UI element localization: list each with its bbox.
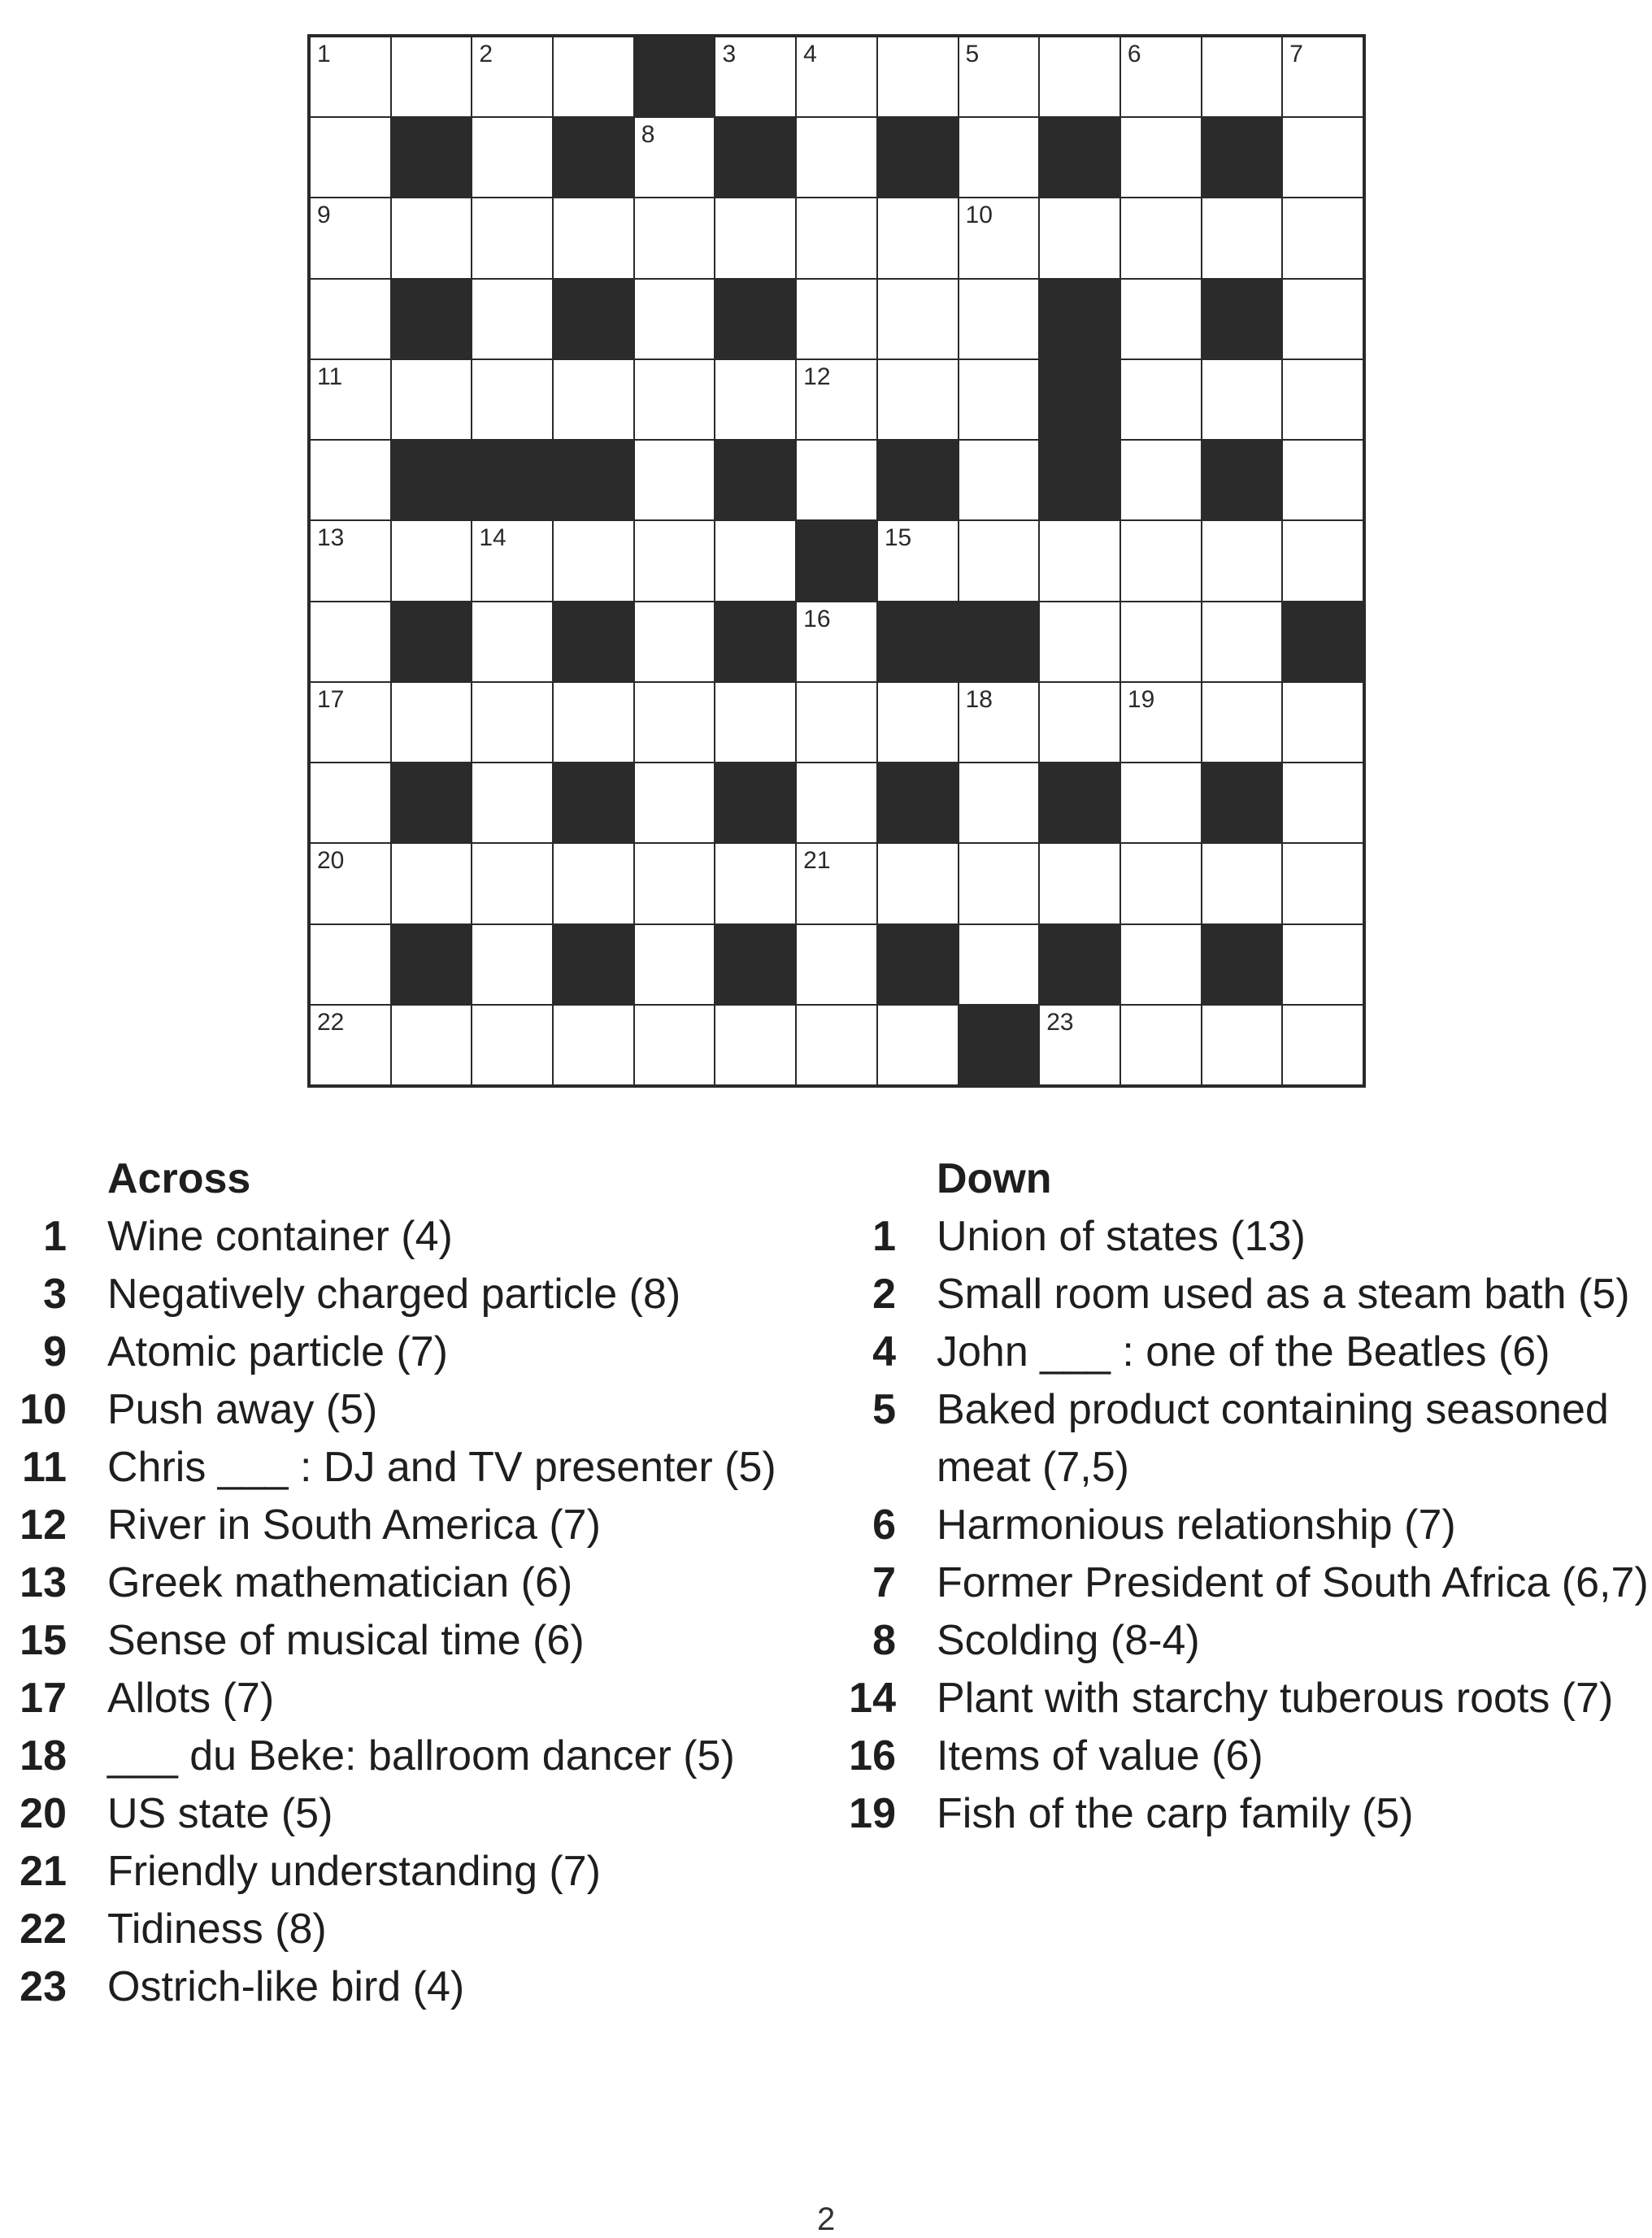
across-clue <box>8 1323 813 1381</box>
across-clue <box>8 1266 813 1323</box>
grid-cell[interactable] <box>392 37 472 116</box>
grid-cell[interactable] <box>1202 521 1282 600</box>
black-square <box>878 602 958 681</box>
grid-cell[interactable] <box>472 37 552 116</box>
black-square <box>392 602 472 681</box>
grid-cell[interactable] <box>1283 925 1363 1004</box>
clue-text: Push away (5) <box>107 1386 378 1433</box>
grid-cell[interactable] <box>797 280 876 359</box>
across-clue <box>8 1958 813 2016</box>
clue-number: 12 <box>20 1501 67 1549</box>
grid-cell[interactable] <box>635 198 715 277</box>
cell-number: 8 <box>641 121 655 149</box>
down-heading: Down <box>937 1155 1052 1202</box>
grid-cell[interactable] <box>1121 1006 1201 1084</box>
down-clue <box>837 1554 1650 1612</box>
black-square <box>1040 118 1119 197</box>
page-number: 2 <box>817 2201 836 2237</box>
clue-number: 20 <box>20 1790 67 1837</box>
grid-cell[interactable] <box>554 37 633 116</box>
across-clue <box>8 1381 813 1439</box>
grid-cell[interactable] <box>311 441 390 519</box>
clue-number: 1 <box>872 1213 896 1260</box>
cell-number: 20 <box>317 847 345 875</box>
grid-cell[interactable] <box>1283 1006 1363 1084</box>
black-square <box>392 763 472 842</box>
grid-cell[interactable] <box>392 1006 472 1084</box>
grid-cell[interactable] <box>1283 521 1363 600</box>
down-clue <box>837 1670 1650 1727</box>
grid-cell[interactable] <box>392 360 472 439</box>
grid-cell[interactable] <box>472 763 552 842</box>
clue-text: Atomic particle (7) <box>107 1328 448 1375</box>
clue-text: Tidiness (8) <box>107 1906 327 1953</box>
clue-number: 1 <box>43 1213 67 1260</box>
clue-number: 14 <box>849 1675 896 1722</box>
cell-number: 6 <box>1127 41 1141 67</box>
clue-text: US state (5) <box>107 1790 333 1837</box>
grid-cell[interactable] <box>635 521 715 600</box>
clue-number: 13 <box>20 1559 67 1606</box>
grid-cell[interactable] <box>1283 360 1363 439</box>
grid-cell[interactable] <box>1283 280 1363 359</box>
grid-cell[interactable] <box>715 360 795 439</box>
grid-cell[interactable] <box>554 360 633 439</box>
grid-cell[interactable] <box>1121 37 1201 116</box>
grid-cell[interactable] <box>797 844 876 923</box>
grid-cell[interactable] <box>959 198 1039 277</box>
across-clue <box>8 1208 813 1266</box>
clue-text: Chris ___ : DJ and TV presenter (5) <box>107 1444 776 1491</box>
grid-cell[interactable] <box>311 683 390 762</box>
grid-cell[interactable] <box>635 844 715 923</box>
clue-text: Sense of musical time (6) <box>107 1617 585 1664</box>
grid-cell[interactable] <box>1121 521 1201 600</box>
grid-cell[interactable] <box>635 602 715 681</box>
black-square <box>472 441 552 519</box>
cell-number: 7 <box>1289 41 1303 67</box>
black-square <box>1202 925 1282 1004</box>
cell-number: 16 <box>803 605 831 632</box>
black-square <box>1040 360 1119 439</box>
grid-cell[interactable] <box>1283 441 1363 519</box>
grid-cell[interactable] <box>472 844 552 923</box>
black-square <box>797 521 876 600</box>
black-square <box>554 441 633 519</box>
black-square <box>554 763 633 842</box>
across-clue <box>8 1843 813 1901</box>
grid-cell[interactable] <box>1202 844 1282 923</box>
black-square <box>715 602 795 681</box>
clue-number: 21 <box>20 1848 67 1895</box>
grid-cell[interactable] <box>715 844 795 923</box>
grid-cell[interactable] <box>797 118 876 197</box>
clue-number: 18 <box>20 1732 67 1780</box>
cell-number: 19 <box>1127 685 1155 713</box>
grid-cell[interactable] <box>1283 37 1363 116</box>
clue-text: Greek mathematician (6) <box>107 1559 573 1606</box>
black-square <box>715 763 795 842</box>
grid-cell[interactable] <box>1283 763 1363 842</box>
cell-number: 4 <box>803 41 817 67</box>
grid-cell[interactable] <box>1121 198 1201 277</box>
grid-cell[interactable] <box>1121 441 1201 519</box>
clue-number: 4 <box>872 1328 896 1375</box>
grid-cell[interactable] <box>1040 37 1119 116</box>
grid-cell[interactable] <box>1040 521 1119 600</box>
black-square <box>1202 763 1282 842</box>
clue-text: Items of value (6) <box>937 1732 1263 1780</box>
black-square <box>392 118 472 197</box>
black-square <box>1283 602 1363 681</box>
across-clue <box>8 1901 813 1958</box>
grid-cell[interactable] <box>472 1006 552 1084</box>
down-clue <box>837 1497 1650 1554</box>
grid-cell[interactable] <box>959 280 1039 359</box>
cell-number: 12 <box>803 363 831 390</box>
grid-cell[interactable] <box>392 844 472 923</box>
grid-cell[interactable] <box>878 37 958 116</box>
grid-cell[interactable] <box>878 683 958 762</box>
clue-text: River in South America (7) <box>107 1501 601 1549</box>
grid-cell[interactable] <box>878 844 958 923</box>
grid-cell[interactable] <box>635 925 715 1004</box>
grid-cell[interactable] <box>472 925 552 1004</box>
grid-cell[interactable] <box>635 118 715 197</box>
cell-number: 9 <box>317 202 331 229</box>
grid-cell[interactable] <box>554 1006 633 1084</box>
clue-number: 7 <box>872 1559 896 1606</box>
down-clue <box>837 1612 1650 1670</box>
grid-cell[interactable] <box>1121 280 1201 359</box>
down-clue <box>837 1208 1650 1266</box>
grid-cell[interactable] <box>878 1006 958 1084</box>
black-square <box>554 280 633 359</box>
clue-text: Baked product containing seasoned meat (7,5) <box>937 1386 1609 1491</box>
black-square <box>1040 280 1119 359</box>
black-square <box>959 602 1039 681</box>
grid-cell[interactable] <box>1202 37 1282 116</box>
black-square <box>554 118 633 197</box>
grid-cell[interactable] <box>959 521 1039 600</box>
clue-number: 3 <box>43 1271 67 1318</box>
black-square <box>1202 441 1282 519</box>
black-square <box>635 37 715 116</box>
clue-text: John ___ : one of the Beatles (6) <box>937 1328 1550 1375</box>
across-clue-list <box>8 1208 813 2016</box>
black-square <box>1040 925 1119 1004</box>
black-square <box>554 602 633 681</box>
cell-number: 3 <box>722 41 737 67</box>
clue-text: Fish of the carp family (5) <box>937 1790 1414 1837</box>
grid-cell[interactable] <box>715 683 795 762</box>
down-clue <box>837 1727 1650 1785</box>
grid-cell[interactable] <box>878 521 958 600</box>
grid-cell[interactable] <box>1040 602 1119 681</box>
black-square <box>959 1006 1039 1084</box>
grid-cell[interactable] <box>715 1006 795 1084</box>
grid-cell[interactable] <box>472 280 552 359</box>
clue-number: 16 <box>849 1732 896 1780</box>
grid-cell[interactable] <box>554 198 633 277</box>
grid-cell[interactable] <box>959 118 1039 197</box>
grid-cell[interactable] <box>1121 683 1201 762</box>
black-square <box>878 441 958 519</box>
grid-cell[interactable] <box>635 1006 715 1084</box>
grid-cell[interactable] <box>311 360 390 439</box>
grid-cell[interactable] <box>392 198 472 277</box>
grid-cell[interactable] <box>392 683 472 762</box>
grid-cell[interactable] <box>311 521 390 600</box>
black-square <box>878 925 958 1004</box>
clue-number: 15 <box>20 1617 67 1664</box>
clue-text: Harmonious relationship (7) <box>937 1501 1456 1549</box>
grid-cell[interactable] <box>715 198 795 277</box>
grid-cell[interactable] <box>797 441 876 519</box>
cell-number: 2 <box>479 41 493 67</box>
clue-number: 5 <box>872 1386 896 1433</box>
grid-cell[interactable] <box>472 360 552 439</box>
grid-cell[interactable] <box>472 602 552 681</box>
black-square <box>1202 280 1282 359</box>
cell-number: 11 <box>317 363 343 390</box>
grid-cell[interactable] <box>797 602 876 681</box>
grid-cell[interactable] <box>635 360 715 439</box>
grid-cell[interactable] <box>1121 925 1201 1004</box>
across-clue <box>8 1497 813 1554</box>
clue-text: Negatively charged particle (8) <box>107 1271 681 1318</box>
clue-number: 22 <box>20 1906 67 1953</box>
grid-cell[interactable] <box>635 441 715 519</box>
cell-number: 18 <box>965 685 993 713</box>
grid-cell[interactable] <box>959 763 1039 842</box>
grid-cell[interactable] <box>472 198 552 277</box>
down-clue <box>837 1266 1650 1323</box>
clue-text: Former President of South Africa (6,7) <box>937 1559 1649 1606</box>
grid-cell[interactable] <box>1283 844 1363 923</box>
grid-cell[interactable] <box>959 37 1039 116</box>
down-clue <box>837 1323 1650 1381</box>
clue-number: 23 <box>20 1963 67 2010</box>
black-square <box>878 763 958 842</box>
grid-cell[interactable] <box>1040 683 1119 762</box>
across-clue <box>8 1785 813 1843</box>
black-square <box>392 441 472 519</box>
cell-number: 5 <box>965 41 980 67</box>
clue-text: Wine container (4) <box>107 1213 453 1260</box>
grid-cell[interactable] <box>797 198 876 277</box>
down-clue <box>837 1785 1650 1843</box>
grid-cell[interactable] <box>311 925 390 1004</box>
grid-cell[interactable] <box>1121 844 1201 923</box>
cell-number: 15 <box>884 524 912 552</box>
grid-cell[interactable] <box>1202 360 1282 439</box>
cell-number: 10 <box>965 202 993 229</box>
grid-cell[interactable] <box>797 37 876 116</box>
across-clues <box>8 1150 813 2016</box>
across-clue <box>8 1554 813 1612</box>
grid-cell[interactable] <box>878 360 958 439</box>
grid-cell[interactable] <box>1283 198 1363 277</box>
across-heading: Across <box>107 1155 251 1202</box>
black-square <box>715 925 795 1004</box>
grid-cell[interactable] <box>797 925 876 1004</box>
grid-cell[interactable] <box>554 521 633 600</box>
grid-cell[interactable] <box>1121 360 1201 439</box>
clue-number: 17 <box>20 1675 67 1722</box>
grid-cell[interactable] <box>1040 844 1119 923</box>
black-square <box>1040 441 1119 519</box>
grid-cell[interactable] <box>554 844 633 923</box>
grid-cell[interactable] <box>715 521 795 600</box>
grid-cell[interactable] <box>635 763 715 842</box>
clue-number: 10 <box>20 1386 67 1433</box>
grid-cell[interactable] <box>311 198 390 277</box>
grid-cell[interactable] <box>797 763 876 842</box>
grid-cell[interactable] <box>1121 602 1201 681</box>
grid-cell[interactable] <box>311 763 390 842</box>
grid-cell[interactable] <box>959 925 1039 1004</box>
across-clue <box>8 1727 813 1785</box>
grid-cell[interactable] <box>392 521 472 600</box>
cell-number: 17 <box>317 685 345 713</box>
grid-cell[interactable] <box>959 844 1039 923</box>
black-square <box>715 118 795 197</box>
cell-number: 23 <box>1046 1008 1074 1036</box>
clue-text: Scolding (8-4) <box>937 1617 1200 1664</box>
grid-cell[interactable] <box>1040 1006 1119 1084</box>
black-square <box>1202 118 1282 197</box>
clue-text: Ostrich-like bird (4) <box>107 1963 465 2010</box>
grid-cell[interactable] <box>797 1006 876 1084</box>
grid-cell[interactable] <box>1283 118 1363 197</box>
clue-number: 9 <box>43 1328 67 1375</box>
clue-number: 2 <box>872 1271 896 1318</box>
grid-cell[interactable] <box>1202 1006 1282 1084</box>
grid-cell[interactable] <box>554 683 633 762</box>
grid-cell[interactable] <box>1121 763 1201 842</box>
grid-cell[interactable] <box>959 360 1039 439</box>
grid-cell[interactable] <box>715 37 795 116</box>
black-square <box>715 441 795 519</box>
grid-cell[interactable] <box>1121 118 1201 197</box>
across-clue <box>8 1439 813 1497</box>
clue-text: ___ du Beke: ballroom dancer (5) <box>107 1732 735 1780</box>
black-square <box>554 925 633 1004</box>
black-square <box>1040 763 1119 842</box>
grid-cell[interactable] <box>311 602 390 681</box>
grid-cell[interactable] <box>878 280 958 359</box>
grid-cell[interactable] <box>1202 198 1282 277</box>
grid-cell[interactable] <box>1202 602 1282 681</box>
grid-cell[interactable] <box>311 1006 390 1084</box>
grid-cell[interactable] <box>311 844 390 923</box>
down-clue-list <box>837 1208 1650 1843</box>
grid-cell[interactable] <box>635 280 715 359</box>
across-clue <box>8 1670 813 1727</box>
black-square <box>878 118 958 197</box>
grid-cell[interactable] <box>797 683 876 762</box>
grid-cell[interactable] <box>1283 683 1363 762</box>
across-clue <box>8 1612 813 1670</box>
grid-cell[interactable] <box>311 37 390 116</box>
black-square <box>715 280 795 359</box>
grid-cell[interactable] <box>959 441 1039 519</box>
black-square <box>392 280 472 359</box>
clue-number: 11 <box>22 1444 67 1491</box>
grid-cell[interactable] <box>311 280 390 359</box>
grid-cell[interactable] <box>1040 198 1119 277</box>
crossword-grid <box>307 34 1366 1088</box>
down-clue <box>837 1381 1650 1497</box>
black-square <box>392 925 472 1004</box>
grid-cell[interactable] <box>878 198 958 277</box>
clue-text: Friendly understanding (7) <box>107 1848 601 1895</box>
cell-number: 14 <box>479 524 506 552</box>
clue-text: Plant with starchy tuberous roots (7) <box>937 1675 1614 1722</box>
clue-number: 19 <box>849 1790 896 1837</box>
clue-text: Allots (7) <box>107 1675 275 1722</box>
cell-number: 22 <box>317 1008 345 1036</box>
cell-number: 21 <box>803 847 831 875</box>
grid-cell[interactable] <box>797 360 876 439</box>
grid-cell[interactable] <box>472 118 552 197</box>
grid-cell[interactable] <box>472 521 552 600</box>
cell-number: 13 <box>317 524 345 552</box>
grid-cell[interactable] <box>635 683 715 762</box>
cell-number: 1 <box>317 41 331 67</box>
clue-number: 6 <box>872 1501 896 1549</box>
grid-cell[interactable] <box>1202 683 1282 762</box>
grid-cell[interactable] <box>959 683 1039 762</box>
clue-text: Small room used as a steam bath (5) <box>937 1271 1630 1318</box>
down-clues <box>837 1150 1650 1843</box>
grid-cell[interactable] <box>472 683 552 762</box>
clue-text: Union of states (13) <box>937 1213 1306 1260</box>
clue-number: 8 <box>872 1617 896 1664</box>
grid-cell[interactable] <box>311 118 390 197</box>
